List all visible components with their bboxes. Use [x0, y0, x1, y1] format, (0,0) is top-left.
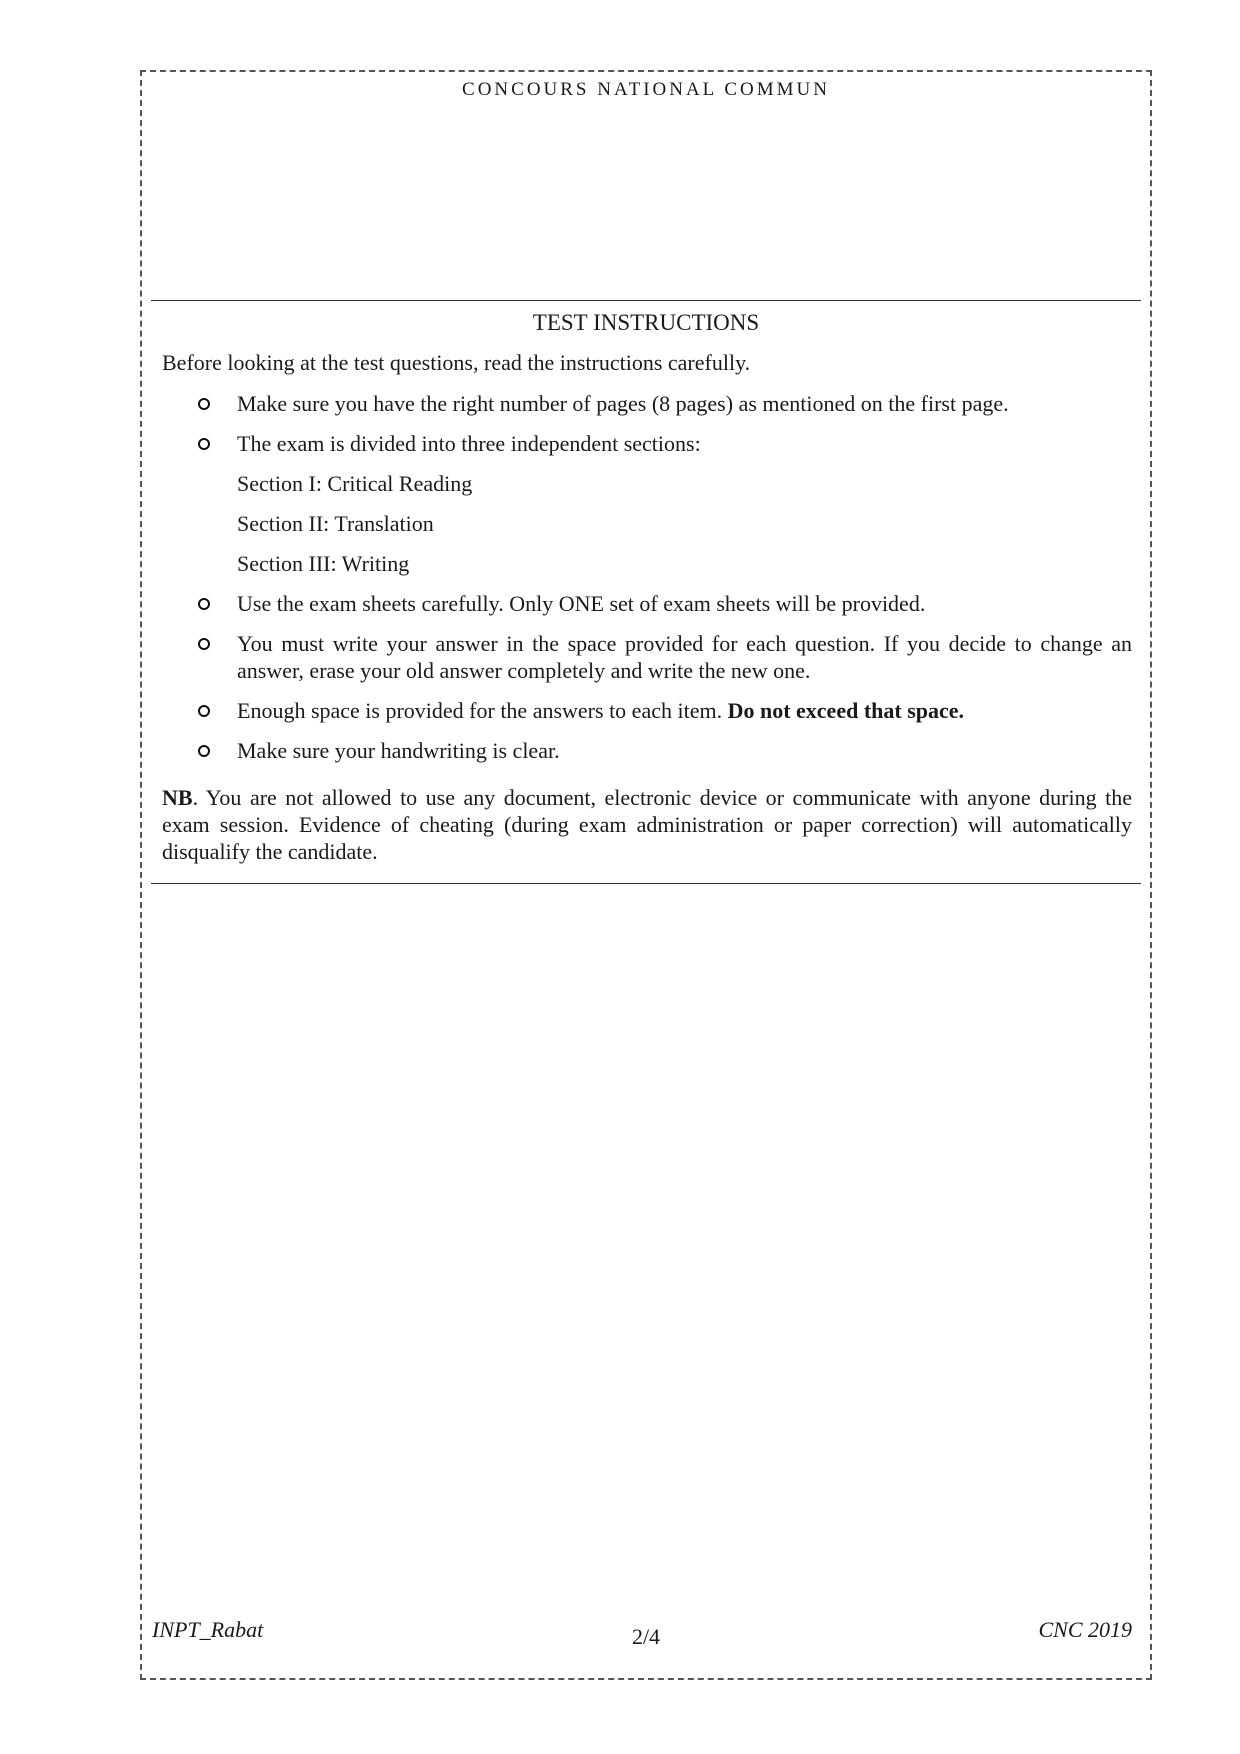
section-item: Section III: Writing [237, 551, 410, 576]
page-frame [140, 70, 1152, 1680]
instruction-item [162, 737, 1132, 764]
page-number: 2/4 [631, 1624, 661, 1649]
instructions-intro: Before looking at the test questions, read the instructions carefully. [162, 350, 751, 375]
instruction-item [162, 630, 1132, 684]
instruction-text: You must write your answer in the space provided for each question. If you decide to change an answer, erase your old answer completely and write the new one. [237, 631, 1132, 683]
instruction-text: Use the exam sheets carefully. Only ONE set of exam sheets will be provided. [237, 591, 926, 616]
instruction-text: The exam is divided into three independent sections: [237, 431, 701, 456]
nb-note [162, 784, 1132, 865]
bullet-circle-icon [198, 745, 210, 757]
instruction-item [162, 697, 1132, 724]
bullet-circle-icon [198, 705, 210, 717]
section-item: Section I: Critical Reading [237, 471, 473, 496]
nb-label: NB [162, 785, 193, 810]
header-title: CONCOURS NATIONAL COMMUN [462, 79, 830, 100]
bullet-circle-icon [198, 438, 210, 450]
instruction-item [162, 390, 1132, 417]
instruction-emphasis: Do not exceed that space. [727, 698, 965, 723]
nb-text: . You are not allowed to use any document, electronic device or communicate with anyone during the exam session. Evidence of cheating (during exam administration or paper correction) will automatically disqualify the candidate. [162, 785, 1132, 864]
instructions-heading: TEST INSTRUCTIONS [532, 310, 760, 335]
bullet-circle-icon [198, 398, 210, 410]
bottom-divider [151, 883, 1141, 884]
instruction-text: Make sure your handwriting is clear. [237, 738, 560, 763]
footer-institution: INPT_Rabat [152, 1617, 264, 1642]
top-divider [151, 300, 1141, 301]
section-item: Section II: Translation [237, 511, 434, 536]
instruction-text: Make sure you have the right number of pages (8 pages) as mentioned on the first page. [237, 391, 1009, 416]
footer-exam-name: CNC 2019 [1038, 1617, 1132, 1642]
instruction-item [162, 590, 1132, 617]
bullet-circle-icon [198, 598, 210, 610]
instruction-text: Enough space is provided for the answers to each item. [237, 698, 723, 723]
instruction-item [162, 430, 1132, 577]
bullet-circle-icon [198, 638, 210, 650]
instructions-list [162, 390, 1132, 777]
